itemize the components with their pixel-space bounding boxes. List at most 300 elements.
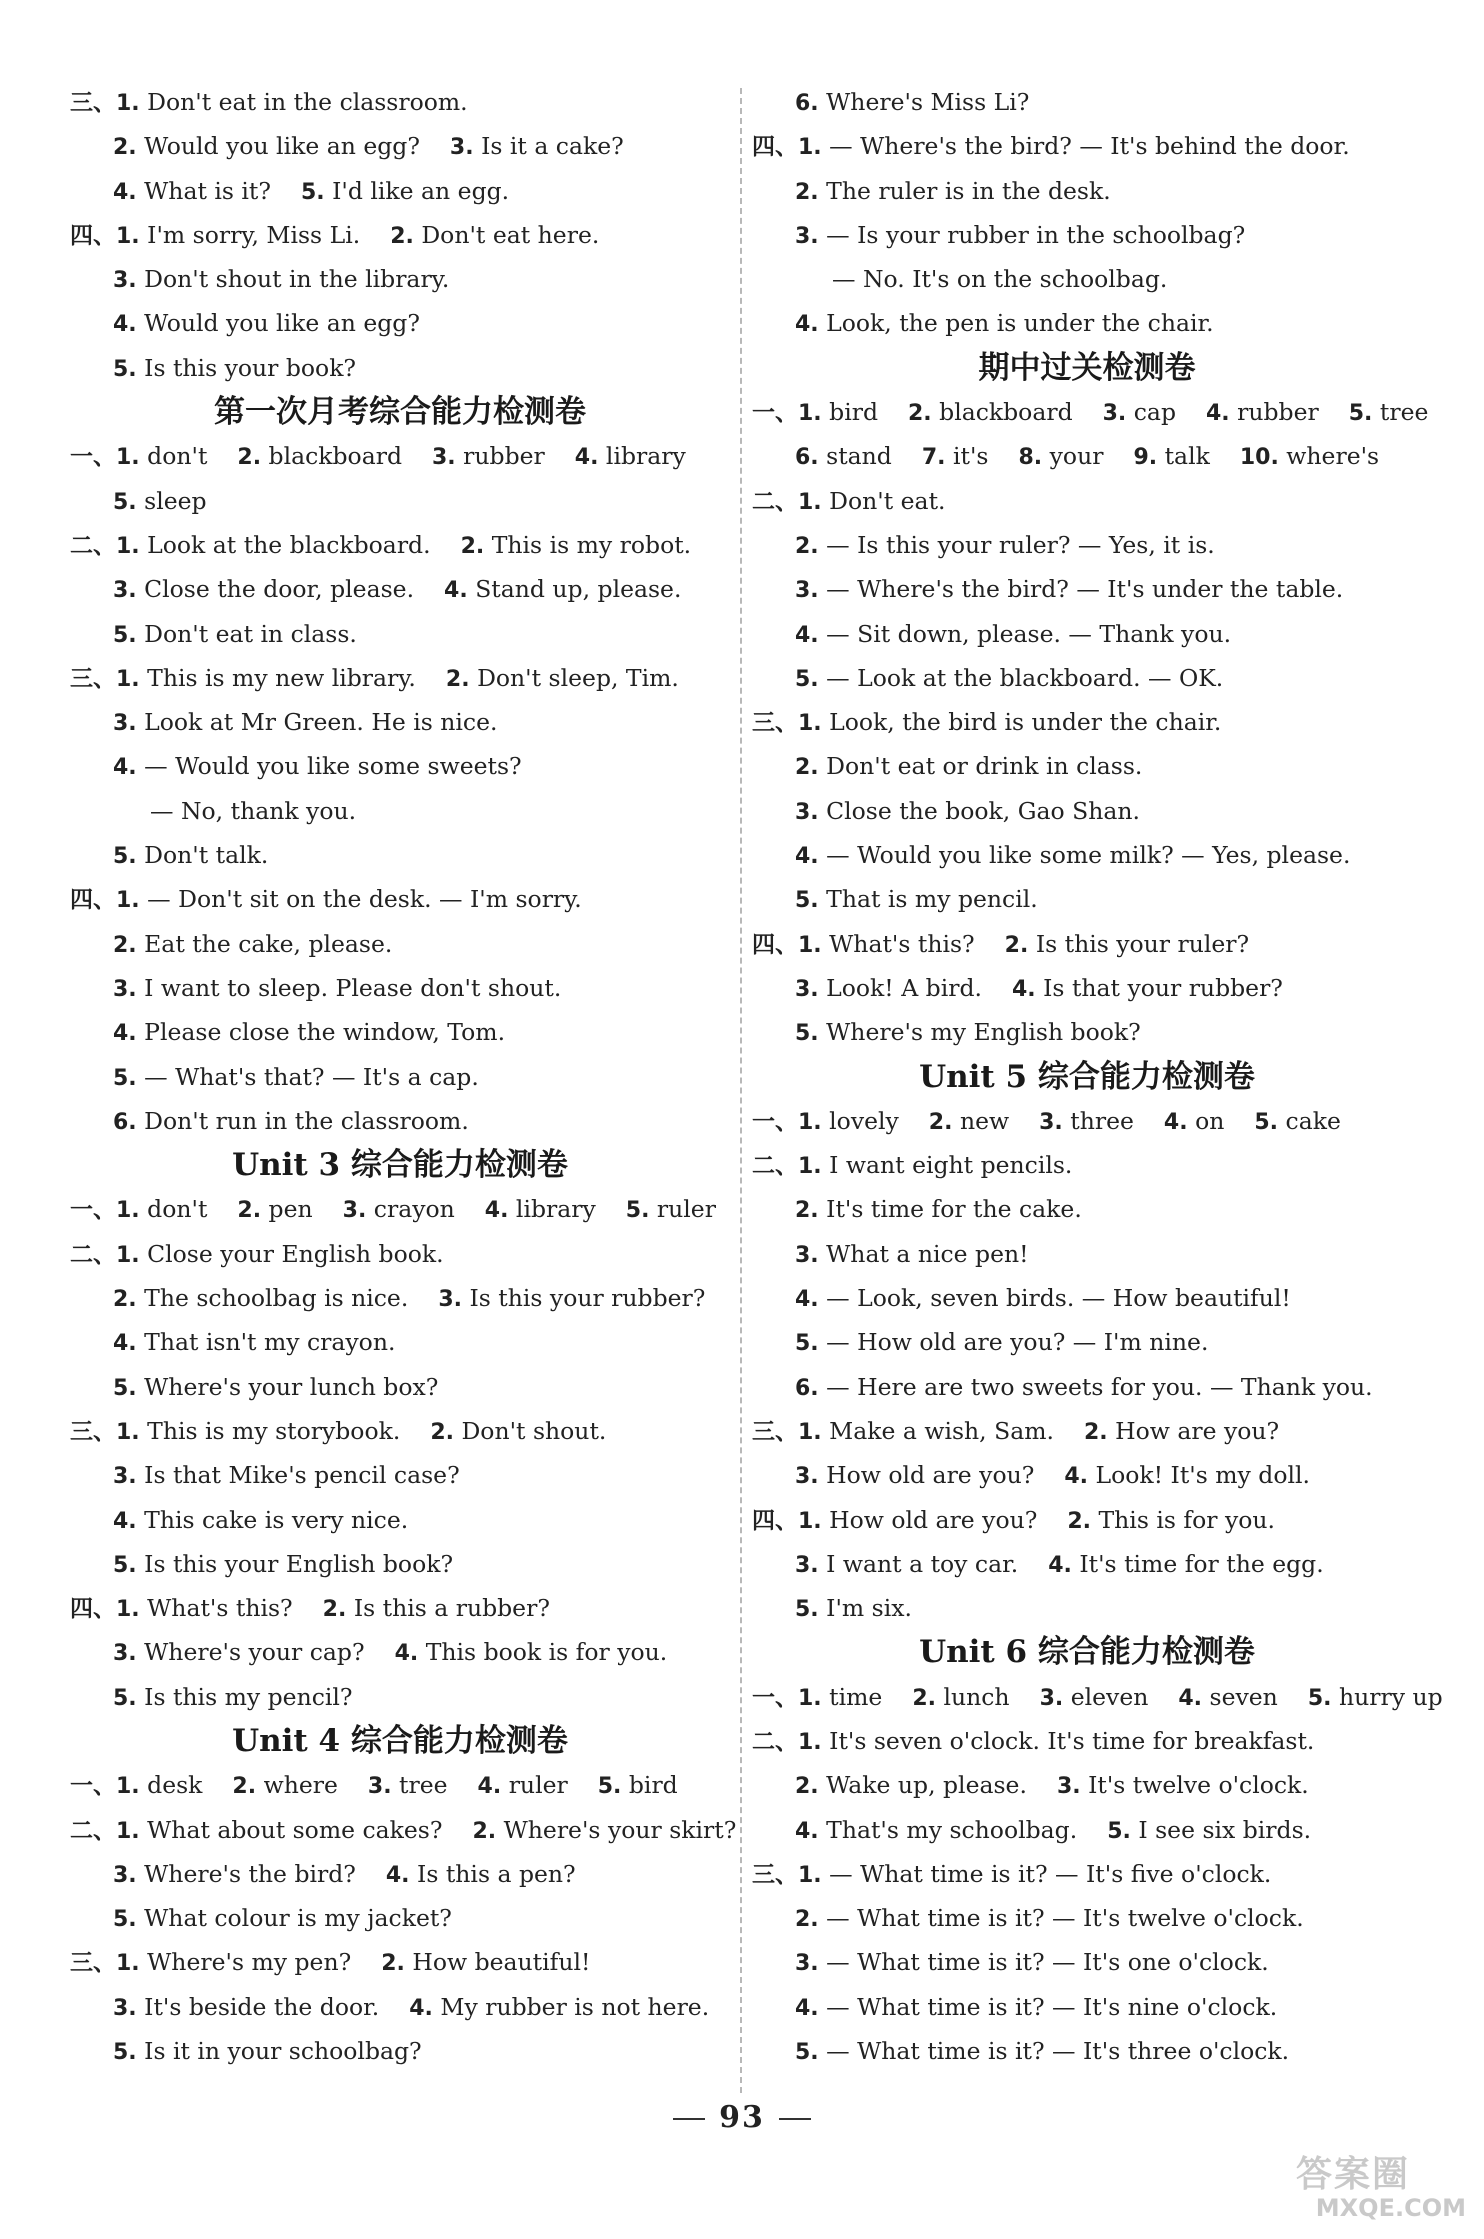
answer-line <box>70 1675 730 1719</box>
section-marker: 一、 <box>752 400 798 427</box>
answer-line <box>70 1542 730 1586</box>
left-answer-column <box>70 80 737 2073</box>
answer-number: 1. <box>116 888 140 914</box>
answer-line <box>70 301 730 345</box>
answer-item <box>1133 442 1209 470</box>
answer-line <box>752 1232 1422 1276</box>
answer-line <box>752 1719 1422 1763</box>
answer-item <box>798 398 878 426</box>
answer-number: 1. <box>116 91 140 116</box>
answer-number: 1. <box>116 1951 140 1977</box>
answer-number: 4. <box>113 755 137 781</box>
answer-number: 3. <box>795 1951 819 1977</box>
answer-line <box>752 700 1422 744</box>
answer-text: This is my robot. <box>491 530 692 559</box>
answer-number: 2. <box>322 1597 347 1623</box>
right-answer-column <box>752 80 1443 2073</box>
answer-text: rubber <box>463 442 545 471</box>
answer-item <box>1005 930 1249 958</box>
answer-item <box>795 797 1140 825</box>
answer-item <box>795 575 1343 603</box>
answer-line <box>70 1630 730 1674</box>
answer-number: 4. <box>484 1198 509 1224</box>
answer-text: tree <box>1379 398 1429 427</box>
answer-text: — Here are two sweets for you. — Thank you. <box>826 1372 1373 1401</box>
answer-item <box>798 930 975 958</box>
answer-text: Where's the bird? <box>144 1859 356 1888</box>
answer-item <box>301 177 509 205</box>
answer-text: What's this? <box>829 929 975 958</box>
answer-line <box>752 1409 1422 1453</box>
answer-item <box>438 1284 705 1312</box>
answer-line <box>70 1940 730 1984</box>
answer-text: stand <box>826 442 892 471</box>
answer-text: crayon <box>373 1195 455 1224</box>
section-marker: 一、 <box>70 1773 116 1800</box>
answer-number: 4. <box>1178 1685 1203 1711</box>
answer-line <box>70 1763 730 1807</box>
answer-number: 1. <box>798 1419 822 1445</box>
answer-line <box>752 1586 1422 1630</box>
answer-number: 2. <box>795 1907 819 1933</box>
answer-item <box>113 2037 422 2065</box>
answer-number: 1. <box>798 932 822 958</box>
section-marker: 四、 <box>752 134 798 161</box>
answer-line <box>70 1586 730 1630</box>
answer-item <box>795 1018 1141 1046</box>
answer-item <box>1012 974 1283 1002</box>
answer-text: — Sit down, please. — Thank you. <box>826 619 1232 648</box>
answer-item <box>116 1594 293 1622</box>
answer-number: 2. <box>795 179 819 205</box>
answer-number: 4. <box>113 179 137 205</box>
answer-text: Close your English book. <box>147 1239 444 1268</box>
answer-number: 2. <box>1067 1508 1092 1534</box>
answer-item <box>343 1195 455 1223</box>
answer-line <box>752 434 1422 478</box>
answer-text: bird <box>628 1771 678 1800</box>
answer-number: 5. <box>795 2040 819 2066</box>
answer-line <box>752 744 1422 788</box>
answer-text: That is my pencil. <box>826 885 1038 914</box>
answer-number: 1. <box>798 489 822 515</box>
answer-number: 1. <box>116 223 140 249</box>
answer-line <box>70 1808 737 1852</box>
answer-text: Stand up, please. <box>475 575 682 604</box>
answer-item <box>113 1284 408 1312</box>
answer-line <box>70 656 730 700</box>
answer-item <box>798 132 1350 160</box>
section-marker: 二、 <box>70 1817 116 1844</box>
answer-item <box>1178 1683 1277 1711</box>
answer-item <box>116 442 207 470</box>
answer-number: 3. <box>1102 401 1127 427</box>
answer-line <box>70 1187 730 1231</box>
answer-text: Make a wish, Sam. <box>829 1416 1054 1445</box>
answer-line <box>70 567 730 611</box>
answer-text: Look, the bird is under the chair. <box>829 708 1222 737</box>
answer-number: 5. <box>597 1774 622 1800</box>
answer-item <box>113 1860 356 1888</box>
answer-text: Look at Mr Green. He is nice. <box>144 708 498 737</box>
answer-text: library <box>515 1195 596 1224</box>
answer-line <box>752 922 1422 966</box>
answer-item <box>795 1948 1269 1976</box>
answer-number: 2. <box>795 1774 819 1800</box>
answer-number: 4. <box>444 578 468 604</box>
answer-item <box>237 1195 312 1223</box>
answer-item <box>113 354 356 382</box>
answer-text: — Is this your ruler? — Yes, it is. <box>826 530 1215 559</box>
answer-item <box>1067 1506 1275 1534</box>
answer-item <box>472 1816 736 1844</box>
answer-item <box>795 88 1029 116</box>
answer-text: — How old are you? — I'm nine. <box>826 1328 1209 1357</box>
answer-item <box>795 1550 1018 1578</box>
answer-number: 4. <box>113 1331 137 1357</box>
answer-item <box>113 752 522 780</box>
answer-number: 1. <box>798 1508 822 1534</box>
answer-line <box>70 877 730 921</box>
answer-item <box>461 531 692 559</box>
section-marker: 四、 <box>70 222 116 249</box>
answer-item <box>113 708 497 736</box>
answer-line <box>70 169 730 213</box>
answer-item <box>432 442 545 470</box>
answer-item <box>116 664 416 692</box>
answer-number: 6. <box>795 91 819 116</box>
answer-number: 2. <box>1083 1419 1108 1445</box>
answer-number: 3. <box>449 135 474 161</box>
answer-item <box>795 974 982 1002</box>
answer-text: desk <box>147 1771 203 1800</box>
answer-item <box>113 1638 365 1666</box>
answer-item <box>368 1771 448 1799</box>
answer-number: 5. <box>795 888 819 914</box>
answer-text: Where's my English book? <box>826 1018 1141 1047</box>
answer-text: lunch <box>943 1682 1010 1711</box>
answer-item <box>798 708 1221 736</box>
answer-number: 5. <box>113 356 137 382</box>
answer-item <box>908 398 1073 426</box>
answer-text: This cake is very nice. <box>144 1505 409 1534</box>
answer-line <box>70 922 730 966</box>
page-number-dash-right <box>779 2118 811 2120</box>
answer-text: Look at the blackboard. <box>147 530 431 559</box>
answer-item <box>113 1904 452 1932</box>
answer-item <box>1039 1107 1134 1135</box>
answer-number: 1. <box>798 1685 822 1711</box>
answer-number: 3. <box>342 1198 367 1224</box>
answer-item <box>386 1860 576 1888</box>
answer-item <box>795 664 1223 692</box>
answer-text: My rubber is not here. <box>440 1992 710 2021</box>
answer-continuation: — No, thank you. <box>150 796 357 825</box>
answer-text: lovely <box>829 1106 899 1135</box>
answer-line <box>70 80 730 124</box>
section-title: 期中过关检测卷 <box>978 349 1196 386</box>
answer-item <box>795 1328 1208 1356</box>
answer-number: 4. <box>113 1021 137 1047</box>
answer-item <box>922 442 989 470</box>
answer-line <box>70 966 730 1010</box>
answer-line <box>752 1320 1422 1364</box>
answer-text: How old are you? <box>829 1505 1038 1534</box>
answer-number: 4. <box>574 445 599 471</box>
answer-item <box>116 1948 351 1976</box>
answer-number: 5. <box>795 1331 819 1357</box>
answer-number: 5. <box>113 2040 137 2066</box>
answer-line <box>752 213 1422 257</box>
answer-number: 5. <box>1348 401 1373 427</box>
section-marker: 二、 <box>70 1241 116 1268</box>
answer-number: 1. <box>116 1774 140 1800</box>
answer-item <box>795 1284 1291 1312</box>
answer-number: 2. <box>460 533 485 559</box>
answer-text: hurry up <box>1338 1682 1443 1711</box>
answer-line <box>70 1055 730 1099</box>
answer-number: 2. <box>472 1818 497 1844</box>
answer-number: 6. <box>795 1375 819 1401</box>
answer-text: It's time for the egg. <box>1079 1549 1324 1578</box>
answer-item <box>232 1771 337 1799</box>
answer-text: Would you like an egg? <box>144 132 420 161</box>
answer-line <box>70 1852 730 1896</box>
answer-item <box>116 1417 400 1445</box>
answer-item <box>116 531 431 559</box>
answer-number: 2. <box>795 1198 819 1224</box>
answer-item <box>113 1683 353 1711</box>
answer-text: ruler <box>656 1195 716 1224</box>
answer-text: Is it in your schoolbag? <box>144 2037 422 2066</box>
answer-number: 2. <box>232 1774 257 1800</box>
answer-text: Is this your ruler? <box>1035 929 1250 958</box>
section-marker: 一、 <box>70 444 116 471</box>
answer-number: 1. <box>116 1198 140 1224</box>
answer-text: Don't eat or drink in class. <box>826 752 1143 781</box>
answer-line <box>70 1320 730 1364</box>
answer-text: sleep <box>144 486 207 515</box>
section-marker: 四、 <box>752 1507 798 1534</box>
answer-text: Is this a pen? <box>417 1859 576 1888</box>
answer-text: Is this my pencil? <box>144 1682 353 1711</box>
answer-text: blackboard <box>939 398 1073 427</box>
answer-line <box>70 1409 730 1453</box>
answer-item <box>1164 1107 1224 1135</box>
answer-item <box>798 1683 882 1711</box>
answer-number: 5. <box>1254 1109 1279 1135</box>
answer-item <box>1206 398 1319 426</box>
column-divider <box>740 88 742 2093</box>
answer-number: 2. <box>445 666 470 692</box>
answer-number: 3. <box>795 223 819 249</box>
answer-number: 1. <box>116 666 140 692</box>
answer-text: cake <box>1285 1106 1341 1135</box>
answer-item <box>795 752 1142 780</box>
answer-number: 9. <box>1133 445 1158 471</box>
answer-text: don't <box>147 442 208 471</box>
answer-text: — Look at the blackboard. — OK. <box>826 663 1224 692</box>
answer-number: 5. <box>625 1198 650 1224</box>
answer-text: Don't eat in the classroom. <box>147 88 468 116</box>
answer-number: 1. <box>798 1862 822 1888</box>
answer-text: your <box>1049 442 1104 471</box>
answer-text: — What time is it? — It's nine o'clock. <box>826 1992 1278 2021</box>
answer-line <box>70 257 730 301</box>
answer-text: — Where's the bird? — It's under the table. <box>826 575 1344 604</box>
section-marker: 三、 <box>70 90 116 116</box>
answer-text: — Is your rubber in the schoolbag? <box>826 220 1246 249</box>
answer-number: 1. <box>798 135 822 161</box>
answer-text: I want eight pencils. <box>829 1151 1073 1180</box>
answer-text: I see six birds. <box>1138 1815 1312 1844</box>
answer-text: three <box>1070 1106 1134 1135</box>
answer-line <box>752 301 1422 345</box>
answer-number: 2. <box>908 401 932 427</box>
answer-line <box>752 1453 1422 1497</box>
answer-item <box>409 1993 709 2021</box>
answer-number: 1. <box>798 1729 822 1755</box>
answer-item <box>1040 1683 1149 1711</box>
answer-text: Don't eat. <box>829 486 946 515</box>
answer-item <box>113 1506 408 1534</box>
answer-line <box>752 1763 1422 1807</box>
answer-line <box>752 1143 1422 1187</box>
section-marker: 三、 <box>752 710 798 737</box>
answer-item <box>113 487 207 515</box>
answer-text: It's seven o'clock. It's time for breakfast. <box>829 1726 1315 1755</box>
answer-item <box>795 442 892 470</box>
answer-number: 3. <box>113 976 137 1002</box>
answer-number: 6. <box>795 445 819 471</box>
answer-text: What colour is my jacket? <box>144 1904 452 1933</box>
answer-line <box>752 1498 1422 1542</box>
answer-text: Is that Mike's pencil case? <box>144 1461 460 1490</box>
answer-item <box>113 1373 438 1401</box>
answer-number: 2. <box>237 445 262 471</box>
section-marker: 三、 <box>70 1950 116 1977</box>
answer-text: blackboard <box>268 442 402 471</box>
answer-item <box>798 1107 899 1135</box>
answer-line <box>70 1453 730 1497</box>
answer-text: Look! A bird. <box>826 973 982 1002</box>
answer-number: 3. <box>113 1862 137 1888</box>
answer-text: Look, the pen is under the chair. <box>826 309 1214 338</box>
answer-number: 4. <box>1011 976 1036 1002</box>
section-marker: 二、 <box>752 488 798 515</box>
answer-item <box>113 1018 505 1046</box>
answer-line <box>752 1187 1422 1231</box>
answer-item <box>113 1063 479 1091</box>
answer-item <box>116 221 360 249</box>
answer-number: 2. <box>1004 932 1029 958</box>
answer-text: Would you like an egg? <box>144 309 420 338</box>
answer-item <box>446 664 679 692</box>
answer-text: Don't talk. <box>144 841 269 870</box>
answer-text: time <box>829 1682 883 1711</box>
answer-item <box>795 1373 1373 1401</box>
answer-number: 4. <box>409 1995 433 2021</box>
answer-line <box>752 833 1422 877</box>
section-marker: 三、 <box>70 1418 116 1445</box>
answer-item <box>116 885 582 913</box>
answer-number: 3. <box>795 976 819 1002</box>
answer-item <box>626 1195 716 1223</box>
answer-item <box>795 1461 1034 1489</box>
answer-number: 5. <box>1107 1818 1131 1844</box>
answer-text: cap <box>1133 398 1176 427</box>
answer-number: 2. <box>928 1109 953 1135</box>
answer-text: What a nice pen! <box>826 1239 1029 1268</box>
answer-text: — Don't sit on the desk. — I'm sorry. <box>147 885 582 914</box>
answer-number: 4. <box>795 1818 819 1844</box>
answer-text: Where's your lunch box? <box>144 1372 439 1401</box>
answer-text: What about some cakes? <box>147 1815 443 1844</box>
answer-text: — What time is it? — It's twelve o'clock. <box>826 1904 1304 1933</box>
answer-line <box>752 80 1422 124</box>
answer-text: It's time for the cake. <box>826 1195 1082 1224</box>
answer-item <box>116 1240 444 1268</box>
answer-text: Where's your cap? <box>144 1638 365 1667</box>
answer-text: It's beside the door. <box>144 1992 380 2021</box>
answer-text: — What time is it? — It's three o'clock. <box>826 2037 1290 2066</box>
section-title: Unit 4 综合能力检测卷 <box>232 1722 568 1759</box>
answer-number: 2. <box>795 533 819 559</box>
answer-line <box>70 346 730 390</box>
answer-line <box>752 479 1422 523</box>
answer-line <box>70 700 730 744</box>
answer-item <box>798 1727 1314 1755</box>
answer-line <box>752 567 1422 611</box>
answer-line <box>752 1985 1422 2029</box>
answer-number: 4. <box>795 622 819 648</box>
answer-number: 1. <box>798 711 822 737</box>
answer-text: I'm six. <box>826 1594 912 1623</box>
answer-text: Wake up, please. <box>826 1771 1027 1800</box>
answer-text: Look! It's my doll. <box>1095 1461 1310 1490</box>
section-marker: 二、 <box>752 1728 798 1755</box>
answer-item <box>795 309 1214 337</box>
answer-item <box>1057 1771 1309 1799</box>
answer-number: 2. <box>113 1287 137 1313</box>
section-marker: 二、 <box>752 1153 798 1180</box>
section-marker: 四、 <box>70 1596 116 1623</box>
answer-number: 5. <box>795 666 819 692</box>
answer-number: 3. <box>113 1641 137 1667</box>
answer-text: — Where's the bird? — It's behind the door. <box>829 132 1350 161</box>
answer-text: Close the book, Gao Shan. <box>826 796 1140 825</box>
answer-text: This is my storybook. <box>147 1416 401 1445</box>
answer-item <box>795 1816 1077 1844</box>
answer-item <box>1240 442 1379 470</box>
answer-text: Don't eat in class. <box>144 619 357 648</box>
answer-text: Where's your skirt? <box>503 1815 737 1844</box>
answer-item <box>1084 1417 1279 1445</box>
answer-text: Don't run in the classroom. <box>144 1106 469 1135</box>
answer-item <box>795 1993 1277 2021</box>
section-marker: 一、 <box>752 1684 798 1711</box>
answer-text: This book is for you. <box>425 1638 668 1667</box>
answer-item <box>113 930 392 958</box>
section-title: 第一次月考综合能力检测卷 <box>214 394 586 431</box>
answer-item <box>795 1771 1027 1799</box>
answer-number: 6. <box>113 1109 137 1135</box>
answer-number: 5. <box>113 489 137 515</box>
answer-number: 4. <box>113 1508 137 1534</box>
answer-text: on <box>1195 1106 1225 1135</box>
answer-line <box>752 523 1422 567</box>
answer-item <box>390 221 599 249</box>
